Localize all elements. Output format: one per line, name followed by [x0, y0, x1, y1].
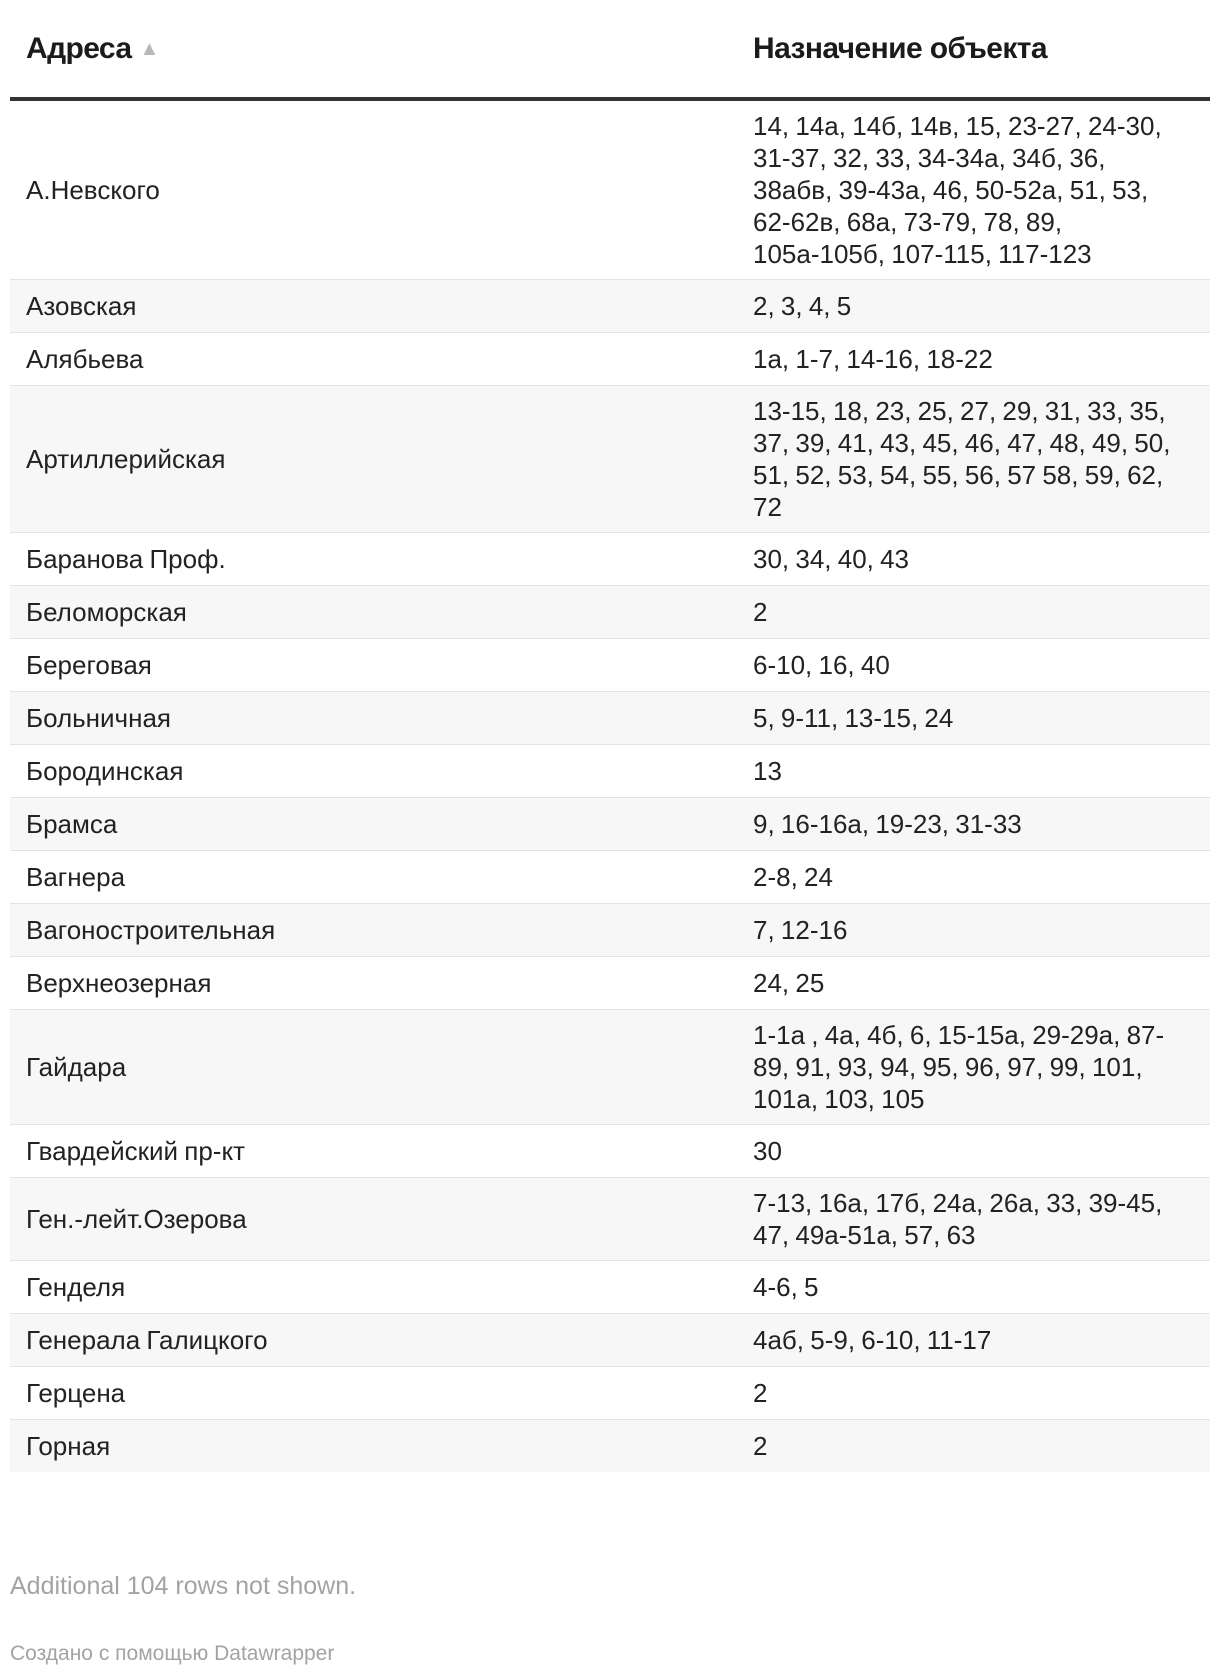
column-header-purpose[interactable] — [737, 0, 1210, 99]
address-cell: Гайдара — [10, 1010, 737, 1125]
address-cell: Алябьева — [10, 333, 737, 386]
sort-ascending-icon[interactable]: ▲ — [139, 37, 159, 60]
table-row — [10, 280, 1210, 333]
purpose-cell: 2 — [737, 586, 1210, 639]
table-header-row — [10, 0, 1210, 99]
address-cell: Вагнера — [10, 851, 737, 904]
column-header-address[interactable] — [10, 0, 737, 99]
table-row — [10, 692, 1210, 745]
column-header-address-label: Адреса — [26, 31, 132, 65]
addresses-table — [10, 0, 1210, 1472]
address-cell: Артиллерийская — [10, 386, 737, 533]
purpose-cell: 1-1а , 4а, 4б, 6, 15-15а, 29-29а, 87-89, 91, 93, 94, 95, 96, 97, 99, 101, 101а, 103, 105 — [737, 1010, 1210, 1125]
address-cell: Верхнеозерная — [10, 957, 737, 1010]
table-row — [10, 1010, 1210, 1125]
address-cell: Вагоностроительная — [10, 904, 737, 957]
table-row — [10, 1125, 1210, 1178]
table-row — [10, 904, 1210, 957]
address-cell: Азовская — [10, 280, 737, 333]
table-container — [10, 0, 1210, 1472]
address-cell: Бородинская — [10, 745, 737, 798]
table-row — [10, 1261, 1210, 1314]
table-row — [10, 386, 1210, 533]
address-cell: Брамса — [10, 798, 737, 851]
purpose-cell: 5, 9-11, 13-15, 24 — [737, 692, 1210, 745]
purpose-cell: 7, 12-16 — [737, 904, 1210, 957]
purpose-cell: 2 — [737, 1367, 1210, 1420]
purpose-cell: 6-10, 16, 40 — [737, 639, 1210, 692]
purpose-cell: 30 — [737, 1125, 1210, 1178]
table-row — [10, 533, 1210, 586]
address-cell: Генерала Галицкого — [10, 1314, 737, 1367]
table-row — [10, 745, 1210, 798]
table-row — [10, 957, 1210, 1010]
purpose-cell: 30, 34, 40, 43 — [737, 533, 1210, 586]
purpose-cell: 13 — [737, 745, 1210, 798]
address-cell: Генделя — [10, 1261, 737, 1314]
address-cell: Баранова Проф. — [10, 533, 737, 586]
purpose-cell: 1а, 1-7, 14-16, 18-22 — [737, 333, 1210, 386]
purpose-cell: 2 — [737, 1420, 1210, 1473]
purpose-cell: 24, 25 — [737, 957, 1210, 1010]
table-row — [10, 851, 1210, 904]
address-cell: Герцена — [10, 1367, 737, 1420]
address-cell: Ген.-лейт.Озерова — [10, 1178, 737, 1261]
address-cell: А.Невского — [10, 99, 737, 280]
table-row — [10, 1314, 1210, 1367]
datawrapper-credit[interactable]: Создано с помощью Datawrapper — [10, 1642, 335, 1665]
table-row — [10, 333, 1210, 386]
purpose-cell: 4-6, 5 — [737, 1261, 1210, 1314]
table-row — [10, 1178, 1210, 1261]
address-cell: Беломорская — [10, 586, 737, 639]
address-cell: Гвардейский пр-кт — [10, 1125, 737, 1178]
rows-not-shown-note: Additional 104 rows not shown. — [10, 1572, 357, 1600]
purpose-cell: 13-15, 18, 23, 25, 27, 29, 31, 33, 35, 37, 39, 41, 43, 45, 46, 47, 48, 49, 50, 51, 52, 53, 54, 55, 56, 57 58, 59, 62, 72 — [737, 386, 1210, 533]
address-cell: Береговая — [10, 639, 737, 692]
table-row — [10, 1420, 1210, 1473]
table-row — [10, 1367, 1210, 1420]
purpose-cell: 7-13, 16а, 17б, 24а, 26а, 33, 39-45, 47, 49а-51а, 57, 63 — [737, 1178, 1210, 1261]
purpose-cell: 2-8, 24 — [737, 851, 1210, 904]
table-row — [10, 798, 1210, 851]
purpose-cell: 9, 16-16а, 19-23, 31-33 — [737, 798, 1210, 851]
table-row — [10, 99, 1210, 280]
address-cell: Больничная — [10, 692, 737, 745]
column-header-purpose-label: Назначение объекта — [753, 31, 1047, 65]
table-row — [10, 639, 1210, 692]
purpose-cell: 4аб, 5-9, 6-10, 11-17 — [737, 1314, 1210, 1367]
address-cell: Горная — [10, 1420, 737, 1473]
table-row — [10, 586, 1210, 639]
purpose-cell: 14, 14а, 14б, 14в, 15, 23-27, 24-30, 31-37, 32, 33, 34-34а, 34б, 36, 38абв, 39-43а, 46, 50-52а, 51, 53, 62-62в, 68а, 73-79, 78, 89, 105а-105б, 107-115, 117-123 — [737, 99, 1210, 280]
purpose-cell: 2, 3, 4, 5 — [737, 280, 1210, 333]
